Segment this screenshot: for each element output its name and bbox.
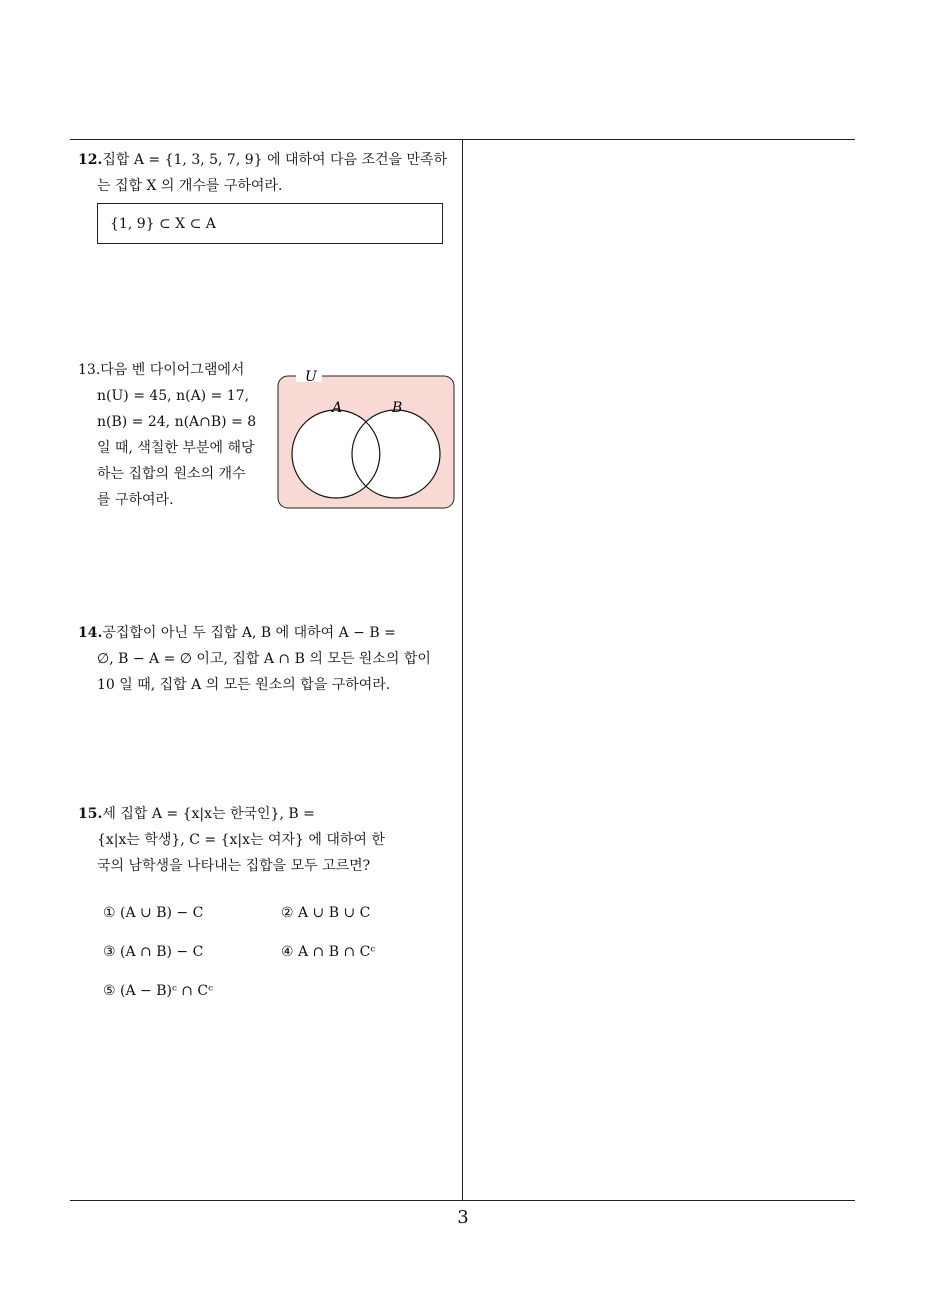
question-13-line1: 다음 벤 다이어그램에서 [100,362,245,378]
venn-universe-label: U [305,369,317,385]
venn-diagram [276,364,458,512]
question-13 [78,357,268,513]
question-13-line4: 일 때, 색칠한 부분에 해당 [97,440,255,456]
question-12 [78,147,456,199]
question-13-line2: n(U) = 45, n(A) = 17, [97,388,250,404]
page-number: 3 [457,1207,469,1228]
venn-set-b-label: B [392,400,403,416]
question-15-line2: {x|x는 학생}, C = {x|x는 여자} 에 대하여 한 [97,832,385,848]
question-15-line1: 세 집합 A = {x|x는 한국인}, B = [102,806,315,822]
question-12-condition: {1, 9} ⊂ X ⊂ A [110,216,216,232]
question-15-choice-4: ④ A ∩ B ∩ Cᶜ [281,944,376,960]
question-12-line1 [78,147,456,173]
question-15 [78,801,456,879]
question-12-text1: 집합 A = {1, 3, 5, 7, 9} 에 대하여 다음 조건을 만족하 [102,152,448,168]
question-13-line6: 를 구하여라. [97,492,174,508]
question-13-number: 13. [78,362,101,378]
question-14-line1: 공집합이 아닌 두 집합 A, B 에 대하여 A − B = [102,625,396,641]
question-12-text2: 는 집합 X 의 개수를 구하여라. [97,178,283,194]
question-14-number: 14. [78,625,103,641]
question-15-choice-5: ⑤ (A − B)ᶜ ∩ Cᶜ [103,983,213,999]
question-13-line3: n(B) = 24, n(A∩B) = 8 [97,414,257,430]
venn-circle-b [352,410,440,498]
question-14-line2: ∅, B − A = ∅ 이고, 집합 A ∩ B 의 모든 원소의 합이 [97,651,431,667]
question-13-line5: 하는 집합의 원소의 개수 [97,466,246,482]
question-14-line3: 10 일 때, 집합 A 의 모든 원소의 합을 구하여라. [97,677,391,693]
question-15-number: 15. [78,806,103,822]
question-12-number: 12. [78,152,103,168]
venn-set-a-label: A [332,400,343,416]
question-15-line3: 국의 남학생을 나타내는 집합을 모두 고르면? [97,858,371,874]
question-15-choice-2: ② A ∪ B ∪ C [281,905,371,921]
question-14 [78,620,456,698]
question-15-choice-1: ① (A ∪ B) − C [103,905,204,921]
question-12-condition-box [97,203,443,244]
question-15-choice-3: ③ (A ∩ B) − C [103,944,204,960]
bottom-rule [70,1200,855,1201]
column-divider [462,139,463,1200]
